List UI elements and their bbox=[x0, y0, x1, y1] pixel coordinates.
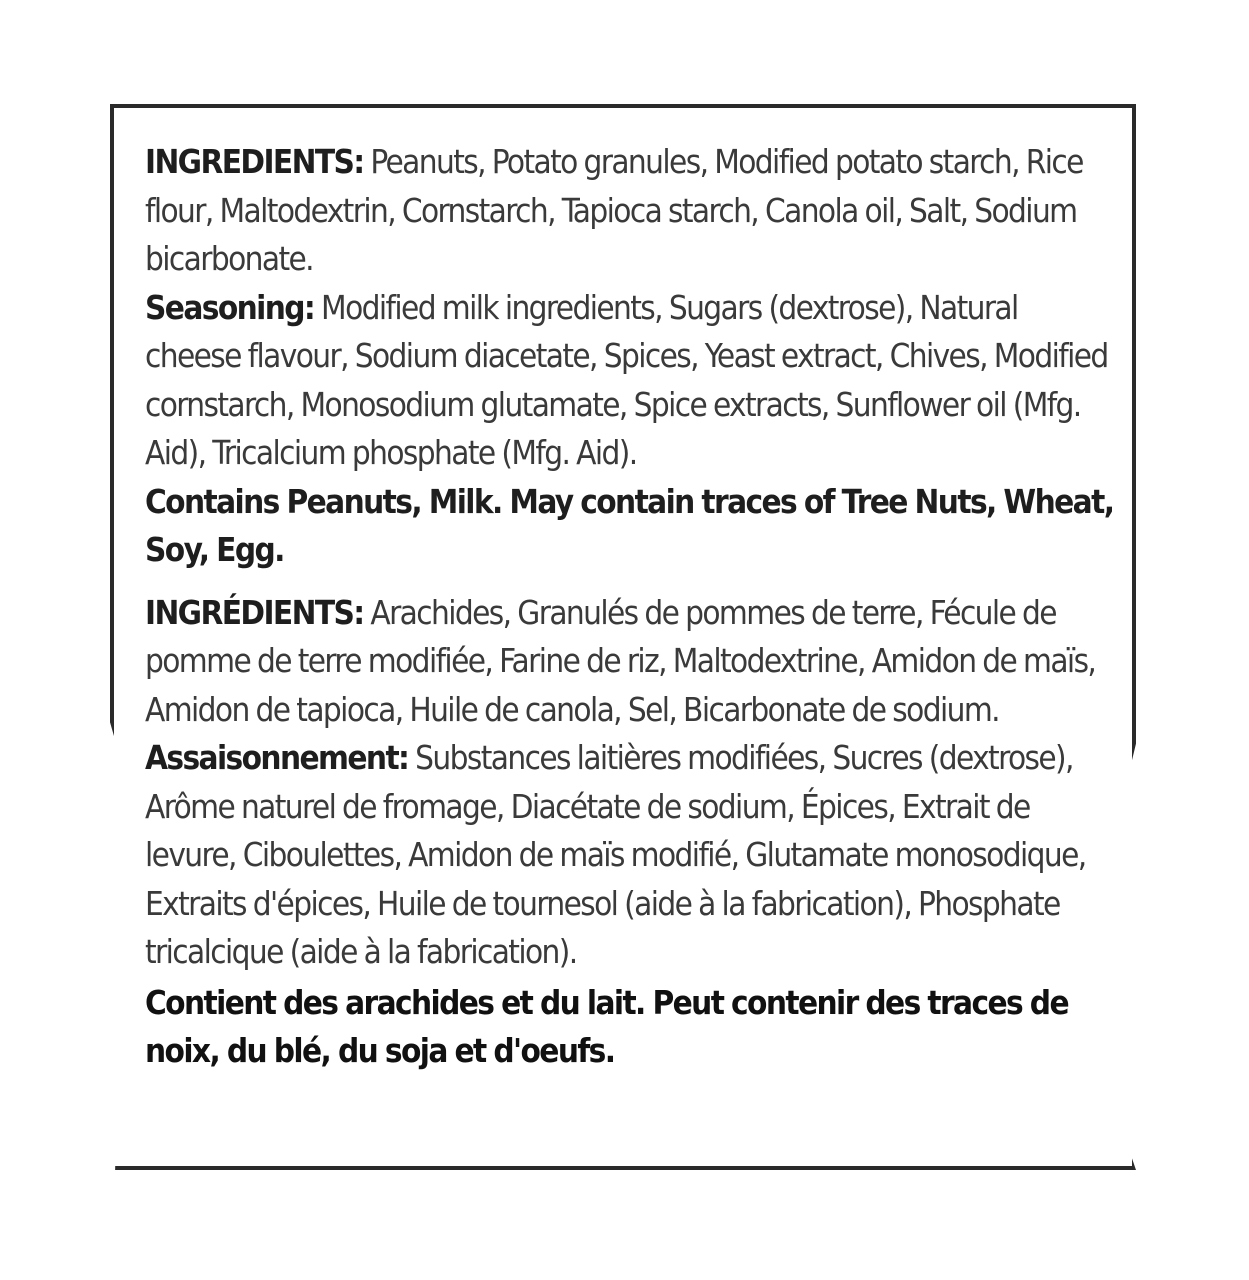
english-ingredients bbox=[145, 138, 1120, 284]
french-seasoning bbox=[145, 734, 1120, 977]
english-seasoning-list: Modified milk ingredients, Sugars (dextrose), Natural cheese flavour, Sodium diacetate, Spices, Yeast extract, Chives, Modified cornstarch, Monosodium glutamate, Spice extracts, Sunflower oil (Mfg. Aid), Tricalcium phosphate (Mfg. Aid). bbox=[145, 287, 1108, 472]
english-allergen-statement: Contains Peanuts, Milk. May contain traces of Tree Nuts, Wheat, Soy, Egg. bbox=[145, 481, 1114, 569]
ingredients-text-block bbox=[145, 138, 1120, 1076]
french-seasoning-heading: Assaisonnement: bbox=[145, 738, 409, 777]
french-ingredients bbox=[145, 589, 1120, 735]
english-ingredients-list: Peanuts, Potato granules, Modified potato starch, Rice flour, Maltodextrin, Cornstarch, Tapioca starch, Canola oil, Salt, Sodium bicarbonate. bbox=[145, 142, 1083, 278]
french-allergen-statement: Contient des arachides et du lait. Peut contenir des traces de noix, du blé, du soja et d'oeufs. bbox=[145, 982, 1068, 1070]
french-seasoning-list: Substances laitières modifiées, Sucres (dextrose), Arôme naturel de fromage, Diacétate de sodium, Épices, Extrait de levure, Ciboulettes, Amidon de maïs modifié, Glutamate monosodique, Extraits d'épices, Huile de tournesol (aide à la fabrication), Phosphate tricalcique (aide à la fabrication). bbox=[145, 738, 1086, 971]
english-seasoning-heading: Seasoning: bbox=[145, 287, 315, 327]
english-seasoning bbox=[145, 284, 1120, 478]
french-ingredients-heading: INGRÉDIENTS: bbox=[145, 592, 364, 632]
french-ingredients-list: Arachides, Granulés de pommes de terre, Fécule de pomme de terre modifiée, Farine de riz, Maltodextrine, Amidon de maïs, Amidon de tapioca, Huile de canola, Sel, Bicarbonate de sodium. bbox=[145, 592, 1096, 729]
english-ingredients-heading: INGREDIENTS: bbox=[145, 142, 364, 181]
